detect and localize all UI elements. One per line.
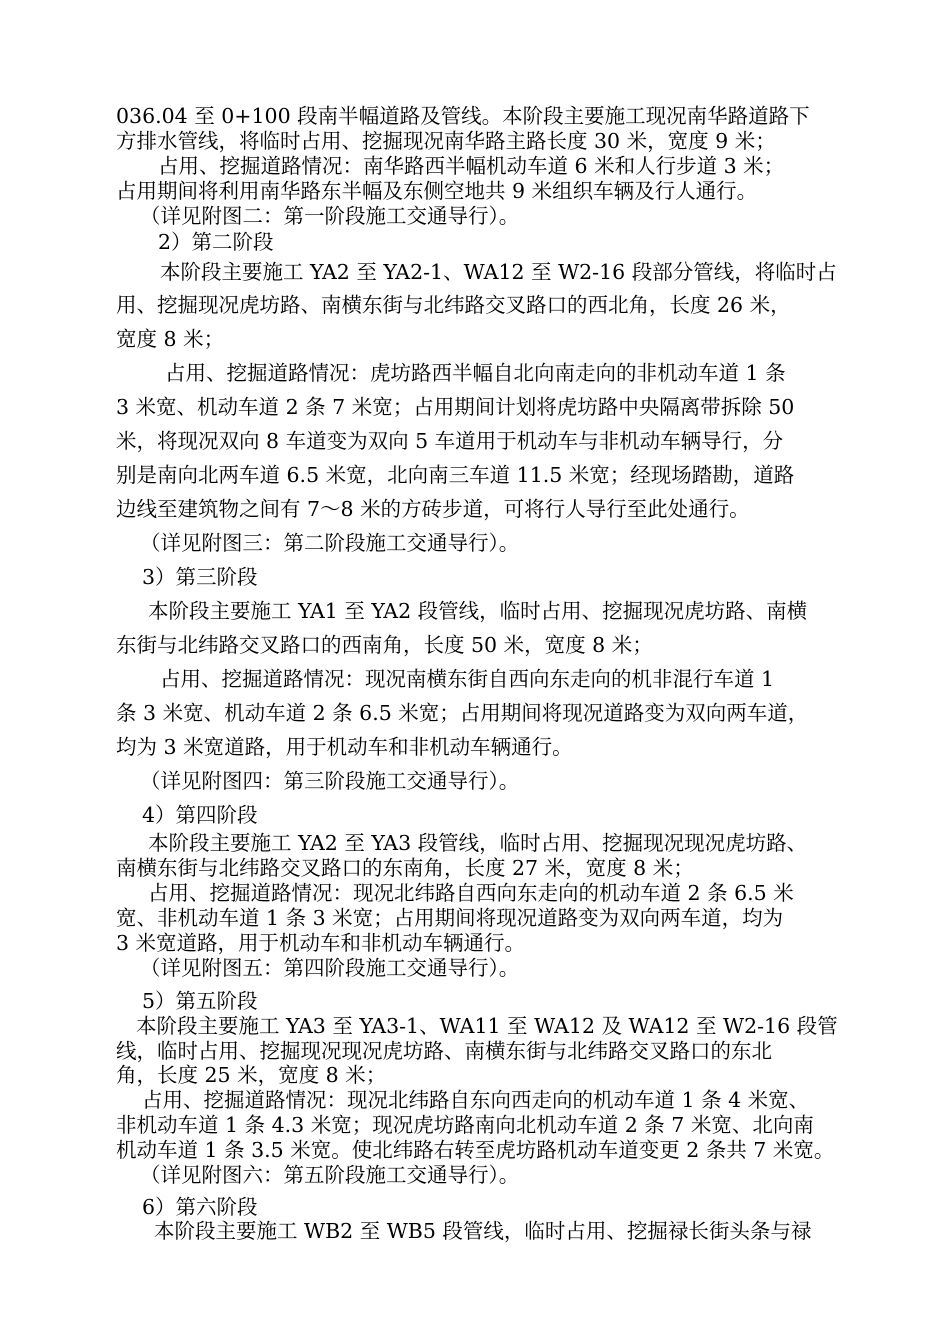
text-line: （详见附图五：第四阶段施工交通导行）。 (140, 956, 520, 980)
text-line: （详见附图三：第二阶段施工交通导行）。 (140, 531, 520, 555)
text-line: 机动车道 1 条 3.5 米宽。使北纬路右转至虎坊路机动车道变更 2 条共 7 米宽。 (116, 1138, 835, 1162)
section-heading: 3）第三阶段 (142, 565, 258, 589)
text-line: 本阶段主要施工 YA1 至 YA2 段管线，临时占用、挖掘现况虎坊路、南横 (148, 599, 808, 623)
text-line: 边线至建筑物之间有 7～8 米的方砖步道，可将行人导行至此处通行。 (116, 497, 750, 521)
text-line: 3 米宽、机动车道 2 条 7 米宽；占用期间计划将虎坊路中央隔离带拆除 50 (116, 395, 795, 419)
text-line: 占用、挖掘道路情况：现况北纬路自西向东走向的机动车道 2 条 6.5 米 (148, 881, 794, 905)
text-line: 本阶段主要施工 YA3 至 YA3-1、WA11 至 WA12 及 WA12 至 W2-16 段管 (136, 1014, 838, 1038)
section-heading: 2）第二阶段 (158, 230, 274, 254)
text-line: 占用、挖掘道路情况：现况北纬路自东向西走向的机动车道 1 条 4 米宽、 (142, 1088, 810, 1112)
text-line: 占用、挖掘道路情况：南华路西半幅机动车道 6 米和人行步道 3 米； (158, 154, 785, 178)
text-line: 均为 3 米宽道路，用于机动车和非机动车辆通行。 (116, 735, 573, 759)
section-heading: 4）第四阶段 (142, 803, 258, 827)
text-line: 宽度 8 米； (116, 327, 225, 351)
text-line: 方排水管线，将临时占用、挖掘现况南华路主路长度 30 米，宽度 9 米； (116, 129, 776, 153)
text-line: 用、挖掘现况虎坊路、南横东街与北纬路交叉路口的西北角，长度 26 米， (116, 293, 791, 317)
text-line: 占用、挖掘道路情况：现况南横东街自西向东走向的机非混行车道 1 (160, 667, 775, 691)
section-heading: 5）第五阶段 (142, 989, 258, 1013)
text-line: 占用期间将利用南华路东半幅及东侧空地共 9 米组织车辆及行人通行。 (116, 179, 758, 203)
text-line: 本阶段主要施工 YA2 至 YA3 段管线，临时占用、挖掘现况现况虎坊路、 (148, 831, 808, 855)
text-line: 米，将现况双向 8 车道变为双向 5 车道用于机动车与非机动车辆导行，分 (116, 429, 784, 453)
text-line: 角，长度 25 米，宽度 8 米； (116, 1063, 387, 1087)
text-line: 线，临时占用、挖掘现况现况虎坊路、南横东街与北纬路交叉路口的东北 (116, 1039, 772, 1063)
text-line: 宽、非机动车道 1 条 3 米宽；占用期间将现况道路变为双向两车道，均为 (116, 906, 784, 930)
text-line: 占用、挖掘道路情况：虎坊路西半幅自北向南走向的非机动车道 1 条 (165, 361, 786, 385)
text-line: 南横东街与北纬路交叉路口的东南角，长度 27 米，宽度 8 米； (116, 856, 694, 880)
text-line: 非机动车道 1 条 4.3 米宽；现况虎坊路南向北机动车道 2 条 7 米宽、北向南 (116, 1113, 814, 1137)
text-line: 本阶段主要施工 YA2 至 YA2-1、WA12 至 W2-16 段部分管线，将临时占 (160, 260, 837, 284)
text-line: 036.04 至 0+100 段南半幅道路及管线。本阶段主要施工现况南华路道路下 (116, 104, 810, 128)
text-line: 东街与北纬路交叉路口的西南角，长度 50 米，宽度 8 米； (116, 633, 653, 657)
text-line: （详见附图四：第三阶段施工交通导行）。 (140, 769, 520, 793)
text-line: 本阶段主要施工 WB2 至 WB5 段管线，临时占用、挖掘禄长街头条与禄 (154, 1219, 812, 1243)
text-line: 别是南向北两车道 6.5 米宽，北向南三车道 11.5 米宽；经现场踏勘，道路 (116, 463, 795, 487)
text-line: 条 3 米宽、机动车道 2 条 6.5 米宽；占用期间将现况道路变为双向两车道， (116, 701, 809, 725)
section-heading: 6）第六阶段 (142, 1195, 258, 1219)
text-line: （详见附图二：第一阶段施工交通导行）。 (140, 204, 520, 228)
text-line: （详见附图六：第五阶段施工交通导行）。 (140, 1163, 520, 1187)
text-line: 3 米宽道路，用于机动车和非机动车辆通行。 (116, 931, 526, 955)
